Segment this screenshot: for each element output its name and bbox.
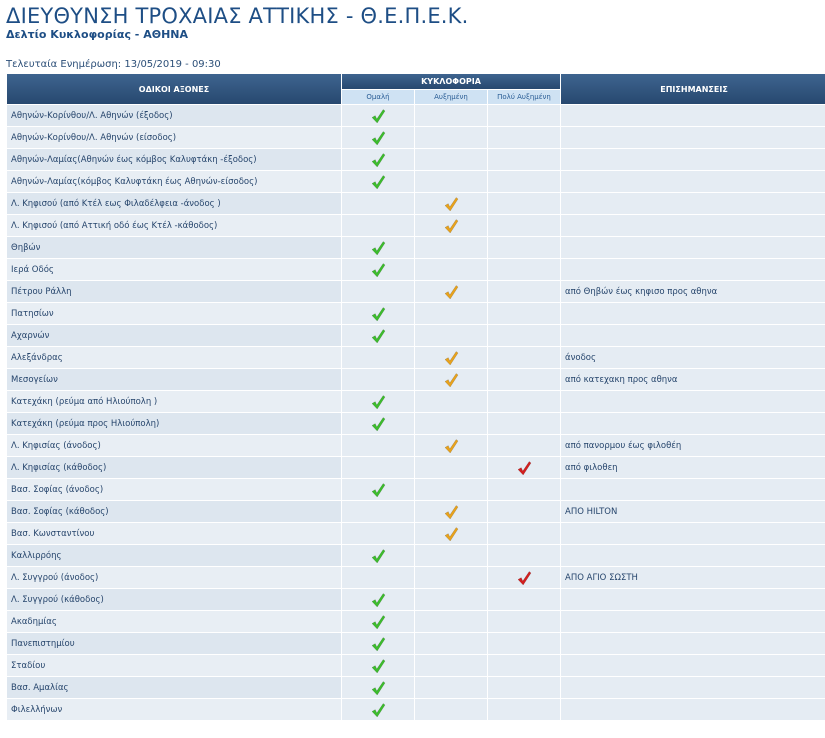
traffic-level-cell — [488, 523, 560, 544]
road-note — [561, 611, 825, 632]
road-note — [561, 589, 825, 610]
traffic-level-cell — [342, 215, 414, 236]
road-name: Κατεχάκη (ρεύμα από Ηλιούπολη ) — [7, 391, 341, 412]
traffic-level-cell — [342, 457, 414, 478]
road-note: από κατεχακη προς αθηνα — [561, 369, 825, 390]
road-name: Λ. Κηφισού (από Κτέλ εως Φιλαδέλφεια -άνοδος ) — [7, 193, 341, 214]
traffic-level-cell — [342, 127, 414, 148]
road-name: Θηβών — [7, 237, 341, 258]
check-green-icon — [370, 614, 386, 630]
traffic-level-cell — [342, 303, 414, 324]
check-green-icon — [370, 152, 386, 168]
traffic-level-cell — [415, 655, 487, 676]
traffic-level-cell — [342, 259, 414, 280]
traffic-level-cell — [342, 193, 414, 214]
road-note: άνοδος — [561, 347, 825, 368]
check-green-icon — [370, 328, 386, 344]
check-orange-icon — [443, 526, 459, 542]
traffic-level-cell — [415, 479, 487, 500]
traffic-level-cell — [415, 193, 487, 214]
traffic-level-cell — [342, 237, 414, 258]
traffic-level-cell — [415, 391, 487, 412]
road-name: Πέτρου Ράλλη — [7, 281, 341, 302]
check-green-icon — [370, 482, 386, 498]
traffic-level-cell — [415, 699, 487, 720]
table-row — [7, 369, 825, 390]
check-green-icon — [370, 416, 386, 432]
table-row — [7, 127, 825, 148]
header-notes: ΕΠΙΣΗΜΑΝΣΕΙΣ — [561, 74, 825, 104]
table-row — [7, 413, 825, 434]
traffic-level-cell — [415, 369, 487, 390]
road-note — [561, 677, 825, 698]
table-row — [7, 457, 825, 478]
check-orange-icon — [443, 196, 459, 212]
road-note — [561, 105, 825, 126]
traffic-level-cell — [488, 567, 560, 588]
traffic-level-cell — [415, 413, 487, 434]
traffic-level-cell — [415, 303, 487, 324]
traffic-level-cell — [488, 325, 560, 346]
check-green-icon — [370, 174, 386, 190]
check-red-icon — [516, 460, 532, 476]
traffic-level-cell — [488, 457, 560, 478]
traffic-level-cell — [488, 435, 560, 456]
table-row — [7, 567, 825, 588]
table-row — [7, 589, 825, 610]
traffic-level-cell — [342, 479, 414, 500]
road-note — [561, 699, 825, 720]
road-name: Λ. Κηφισίας (άνοδος) — [7, 435, 341, 456]
check-orange-icon — [443, 284, 459, 300]
road-note — [561, 149, 825, 170]
road-note — [561, 303, 825, 324]
road-note — [561, 325, 825, 346]
traffic-level-cell — [342, 369, 414, 390]
road-name: Αλεξάνδρας — [7, 347, 341, 368]
road-note — [561, 391, 825, 412]
road-note — [561, 413, 825, 434]
traffic-level-cell — [488, 391, 560, 412]
road-name: Λ. Κηφισίας (κάθοδος) — [7, 457, 341, 478]
traffic-level-cell — [488, 127, 560, 148]
traffic-level-cell — [415, 149, 487, 170]
road-note — [561, 479, 825, 500]
check-green-icon — [370, 262, 386, 278]
check-green-icon — [370, 394, 386, 410]
traffic-level-cell — [342, 171, 414, 192]
check-green-icon — [370, 130, 386, 146]
traffic-level-cell — [415, 633, 487, 654]
check-green-icon — [370, 680, 386, 696]
traffic-level-cell — [415, 347, 487, 368]
header-level-heavy: Πολύ Αυξημένη — [488, 90, 560, 104]
road-note — [561, 545, 825, 566]
traffic-level-cell — [415, 567, 487, 588]
table-row — [7, 281, 825, 302]
traffic-level-cell — [342, 413, 414, 434]
traffic-level-cell — [488, 347, 560, 368]
road-name: Πατησίων — [7, 303, 341, 324]
traffic-level-cell — [488, 655, 560, 676]
road-note: από φιλοθεη — [561, 457, 825, 478]
traffic-level-cell — [488, 699, 560, 720]
traffic-level-cell — [415, 127, 487, 148]
traffic-level-cell — [488, 677, 560, 698]
check-green-icon — [370, 240, 386, 256]
header-roads: ΟΔΙΚΟΙ ΑΞΟΝΕΣ — [7, 74, 341, 104]
check-green-icon — [370, 306, 386, 322]
traffic-level-cell — [415, 501, 487, 522]
table-row — [7, 105, 825, 126]
check-green-icon — [370, 548, 386, 564]
traffic-level-cell — [488, 611, 560, 632]
traffic-level-cell — [342, 149, 414, 170]
road-name: Βασ. Κωνσταντίνου — [7, 523, 341, 544]
table-row — [7, 391, 825, 412]
traffic-level-cell — [488, 633, 560, 654]
header-level-normal: Ομαλή — [342, 90, 414, 104]
traffic-level-cell — [488, 545, 560, 566]
traffic-level-cell — [342, 501, 414, 522]
road-note: από Θηβών έως κηφισο προς αθηνα — [561, 281, 825, 302]
table-row — [7, 655, 825, 676]
table-row — [7, 677, 825, 698]
traffic-level-cell — [415, 325, 487, 346]
road-note — [561, 633, 825, 654]
road-name: Μεσογείων — [7, 369, 341, 390]
road-note — [561, 523, 825, 544]
road-name: Ακαδημίας — [7, 611, 341, 632]
table-row — [7, 523, 825, 544]
check-orange-icon — [443, 350, 459, 366]
table-row — [7, 171, 825, 192]
traffic-level-cell — [342, 347, 414, 368]
road-name: Αθηνών-Λαμίας(Αθηνών έως κόμβος Καλυφτάκη -έξοδος) — [7, 149, 341, 170]
page-title: ΔΙΕΥΘΥΝΣΗ ΤΡΟΧΑΙΑΣ ΑΤΤΙΚΗΣ - Θ.Ε.Π.Ε.Κ. — [6, 4, 469, 28]
traffic-level-cell — [342, 699, 414, 720]
check-orange-icon — [443, 438, 459, 454]
check-green-icon — [370, 658, 386, 674]
road-note — [561, 655, 825, 676]
traffic-level-cell — [415, 457, 487, 478]
traffic-level-cell — [415, 677, 487, 698]
table-row — [7, 545, 825, 566]
road-note — [561, 215, 825, 236]
traffic-level-cell — [342, 655, 414, 676]
traffic-level-cell — [342, 611, 414, 632]
table-row — [7, 237, 825, 258]
table-row — [7, 699, 825, 720]
traffic-rows — [7, 105, 825, 720]
traffic-level-cell — [415, 523, 487, 544]
road-note: ΑΠΟ ΑΓΙΟ ΣΩΣΤΗ — [561, 567, 825, 588]
road-note — [561, 171, 825, 192]
traffic-level-cell — [488, 105, 560, 126]
table-row — [7, 193, 825, 214]
table-row — [7, 215, 825, 236]
road-note — [561, 193, 825, 214]
road-note — [561, 259, 825, 280]
table-row — [7, 259, 825, 280]
road-name: Καλλιρρόης — [7, 545, 341, 566]
road-name: Αθηνών-Λαμίας(κόμβος Καλυφτάκη έως Αθηνών-είσοδος) — [7, 171, 341, 192]
road-name: Αθηνών-Κορίνθου/Λ. Αθηνών (έξοδος) — [7, 105, 341, 126]
traffic-level-cell — [342, 435, 414, 456]
traffic-level-cell — [488, 589, 560, 610]
last-update-label: Τελευταία Ενημέρωση: 13/05/2019 - 09:30 — [6, 59, 221, 70]
road-name: Λ. Συγγρού (κάθοδος) — [7, 589, 341, 610]
road-name: Αχαρνών — [7, 325, 341, 346]
traffic-level-cell — [415, 237, 487, 258]
traffic-level-cell — [415, 611, 487, 632]
traffic-level-cell — [415, 105, 487, 126]
page-subtitle: Δελτίο Κυκλοφορίας - ΑΘΗΝΑ — [6, 28, 188, 41]
table-row — [7, 633, 825, 654]
traffic-level-cell — [488, 281, 560, 302]
traffic-level-cell — [415, 435, 487, 456]
traffic-level-cell — [488, 479, 560, 500]
traffic-level-cell — [488, 303, 560, 324]
traffic-level-cell — [415, 259, 487, 280]
check-green-icon — [370, 702, 386, 718]
road-name: Αθηνών-Κορίνθου/Λ. Αθηνών (είσοδος) — [7, 127, 341, 148]
table-row — [7, 149, 825, 170]
traffic-level-cell — [488, 171, 560, 192]
road-name: Λ. Κηφισού (από Αττική οδό έως Κτέλ -κάθοδος) — [7, 215, 341, 236]
traffic-level-cell — [488, 237, 560, 258]
traffic-level-cell — [488, 501, 560, 522]
road-note: ΑΠΟ HILTON — [561, 501, 825, 522]
road-name: Φιλελλήνων — [7, 699, 341, 720]
road-name: Βασ. Σοφίας (άνοδος) — [7, 479, 341, 500]
check-green-icon — [370, 636, 386, 652]
check-orange-icon — [443, 372, 459, 388]
check-orange-icon — [443, 504, 459, 520]
traffic-level-cell — [415, 545, 487, 566]
traffic-level-cell — [342, 545, 414, 566]
check-green-icon — [370, 108, 386, 124]
road-name: Πανεπιστημίου — [7, 633, 341, 654]
traffic-level-cell — [488, 215, 560, 236]
header-level-increased: Αυξημένη — [415, 90, 487, 104]
check-red-icon — [516, 570, 532, 586]
road-name: Κατεχάκη (ρεύμα προς Ηλιούπολη) — [7, 413, 341, 434]
check-green-icon — [370, 592, 386, 608]
header-traffic: ΚΥΚΛΟΦΟΡΙΑ — [342, 74, 560, 89]
check-orange-icon — [443, 218, 459, 234]
table-row — [7, 303, 825, 324]
traffic-level-cell — [342, 325, 414, 346]
table-row — [7, 435, 825, 456]
traffic-level-cell — [342, 105, 414, 126]
table-row — [7, 347, 825, 368]
table-row — [7, 325, 825, 346]
traffic-level-cell — [342, 523, 414, 544]
road-name: Λ. Συγγρού (άνοδος) — [7, 567, 341, 588]
traffic-level-cell — [488, 369, 560, 390]
traffic-level-cell — [488, 149, 560, 170]
traffic-level-cell — [415, 215, 487, 236]
traffic-level-cell — [488, 193, 560, 214]
table-row — [7, 479, 825, 500]
traffic-level-cell — [342, 391, 414, 412]
road-note — [561, 127, 825, 148]
traffic-level-cell — [342, 633, 414, 654]
table-row — [7, 611, 825, 632]
traffic-level-cell — [342, 589, 414, 610]
traffic-level-cell — [415, 589, 487, 610]
traffic-level-cell — [415, 281, 487, 302]
road-name: Σταδίου — [7, 655, 341, 676]
traffic-level-cell — [342, 677, 414, 698]
traffic-level-cell — [342, 567, 414, 588]
road-name: Βασ. Αμαλίας — [7, 677, 341, 698]
road-name: Ιερά Οδός — [7, 259, 341, 280]
road-note — [561, 237, 825, 258]
road-name: Βασ. Σοφίας (κάθοδος) — [7, 501, 341, 522]
traffic-level-cell — [415, 171, 487, 192]
table-row — [7, 501, 825, 522]
road-note: από πανορμου έως φιλοθέη — [561, 435, 825, 456]
traffic-level-cell — [488, 259, 560, 280]
traffic-table — [6, 73, 825, 721]
traffic-level-cell — [488, 413, 560, 434]
traffic-level-cell — [342, 281, 414, 302]
